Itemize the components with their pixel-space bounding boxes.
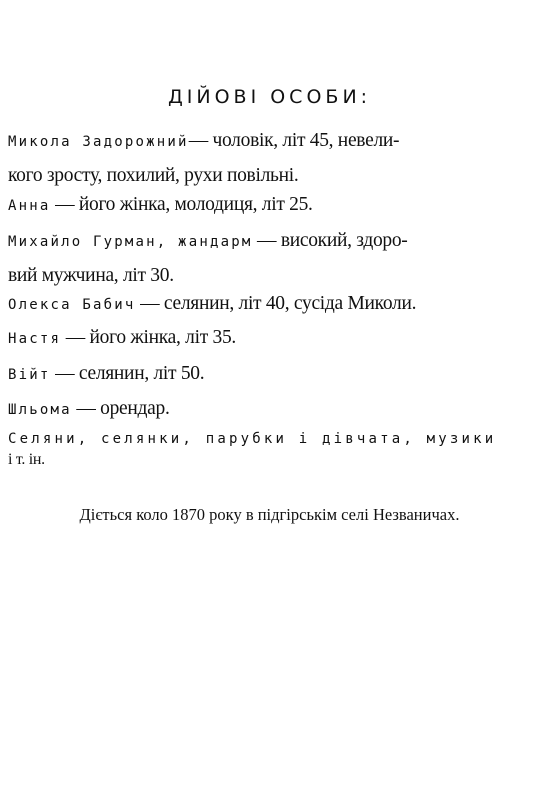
character-entry [8,124,532,193]
character-name: Шльома [8,402,72,418]
setting-note: Діється коло 1870 року в підгірськім селі Незваничах. [79,505,460,524]
character-separator: — [50,194,79,215]
character-description: високий, здоро- [280,230,408,251]
character-separator: — [61,327,90,348]
character-entry [8,224,532,293]
character-name: Микола Задорожний [8,134,189,150]
character-description: чоловік, літ 45, невели- [212,130,400,151]
character-name: Анна [8,198,51,214]
character-description: селянин, літ 40, сусіда Миколи. [163,293,417,314]
character-description: його жінка, літ 35. [89,327,236,348]
crowd-list-continued: і т. ін. [8,451,45,468]
character-name: Війт [8,367,51,383]
character-separator: — [135,293,164,314]
character-description: орендар. [100,398,170,419]
character-name: Михайло Гурман, жандарм [8,234,253,250]
character-separator: — [71,398,101,419]
character-entry [8,321,532,356]
character-separator: — [188,130,213,151]
character-entry [8,188,532,223]
character-separator: — [50,363,79,384]
character-name: Олекса Бабич [8,297,136,313]
character-entry [8,392,532,427]
character-description: його жінка, молодиця, літ 25. [78,194,313,215]
character-description: селянин, літ 50. [78,363,205,384]
character-entry [8,287,532,322]
character-entry [8,357,532,392]
crowd-entry [8,428,534,470]
character-name: Настя [8,331,62,347]
character-separator: — [252,230,281,251]
character-description-continued: кого зросту, похилий, рухи повільні. [8,165,299,186]
crowd-list: Селяни, селянки, парубки і дівчата, музики [8,431,497,447]
character-description-continued: вий мужчина, літ 30. [8,265,174,286]
dramatis-personae-heading: ДІЙОВІ ОСОБИ: [167,86,372,108]
